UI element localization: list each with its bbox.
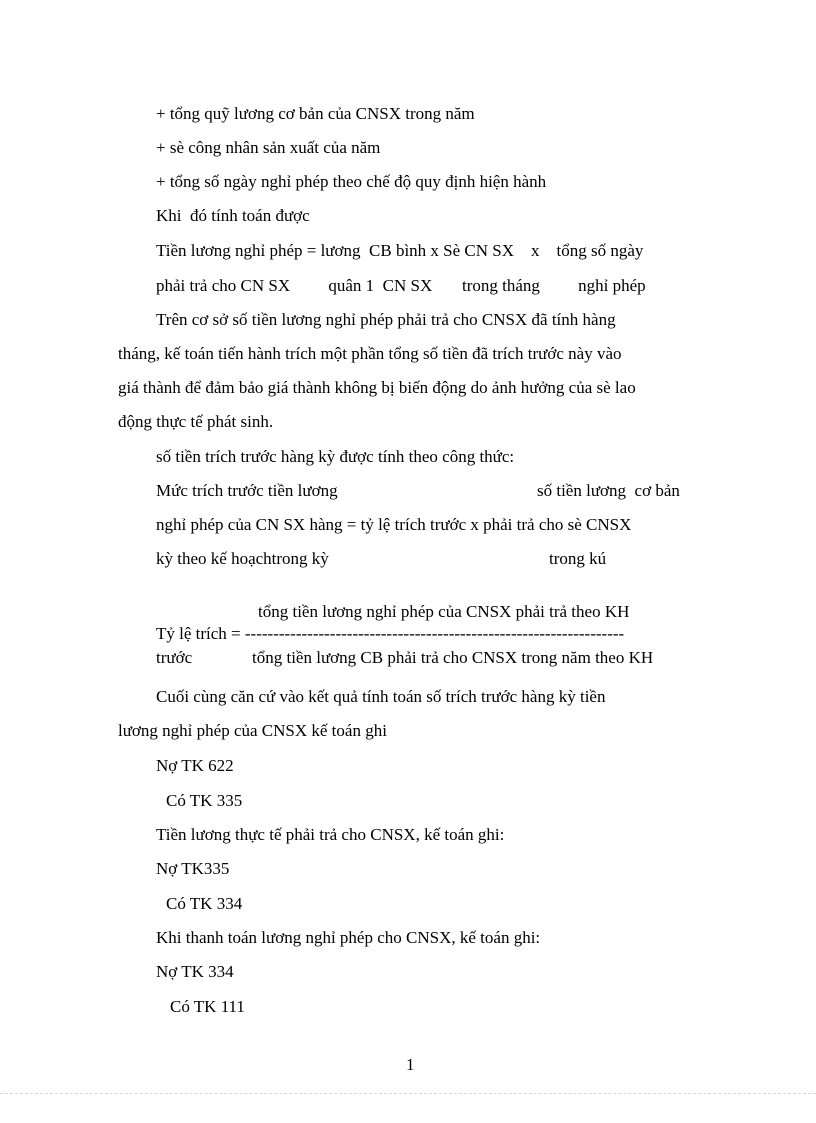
formula-line: kỳ theo kế hoạchtrong kỳ — [156, 549, 329, 568]
text-line: + sè công nhân sản xuất của năm — [156, 138, 381, 157]
paragraph-line: giá thành để đảm bảo giá thành không bị biến động do ảnh hưởng của sè lao — [118, 378, 636, 397]
page-number: 1 — [406, 1055, 415, 1074]
text-line: Tiền lương thực tế phải trả cho CNSX, kế toán ghi: — [156, 825, 505, 844]
journal-debit: Nợ TK 334 — [156, 962, 234, 981]
paragraph-line: Trên cơ sở số tiền lương nghỉ phép phải trả cho CNSX đã tính hàng — [156, 310, 616, 329]
paragraph-line: động thực tế phát sinh. — [118, 412, 274, 431]
formula-line: số tiền lương cơ bản — [537, 481, 680, 500]
formula-line: Mức trích trước tiền lương — [156, 481, 338, 500]
paragraph-line: tháng, kế toán tiến hành trích một phần tổng số tiền đã trích trước này vào — [118, 344, 622, 363]
formula-line: trong kú — [549, 549, 607, 568]
journal-credit: Có TK 111 — [170, 997, 245, 1016]
formula-line: phải trả cho CN SX quân 1 CN SX trong tháng nghỉ phép — [156, 276, 646, 295]
journal-credit: Có TK 335 — [166, 791, 243, 810]
fraction-line: Tỷ lệ trích = ------------------------------------------------------------------- — [156, 624, 625, 643]
text-line: số tiền trích trước hàng kỳ được tính theo công thức: — [156, 447, 515, 466]
fraction-numerator: tổng tiền lương nghỉ phép của CNSX phải trả theo KH — [258, 602, 630, 621]
paragraph-line: lương nghỉ phép của CNSX kế toán ghi — [118, 721, 387, 740]
text-line: Khi đó tính toán được — [156, 206, 310, 225]
formula-line: nghỉ phép của CN SX hàng = tỷ lệ trích trước x phải trả cho sè CNSX — [156, 515, 632, 534]
formula-line: Tiền lương nghỉ phép = lương CB bình x Sè CN SX x tổng số ngày — [156, 241, 644, 260]
journal-credit: Có TK 334 — [166, 894, 243, 913]
paragraph-line: Cuối cùng căn cứ vào kết quả tính toán số trích trước hàng kỳ tiền — [156, 687, 606, 706]
page-divider — [0, 1093, 816, 1094]
fraction-denominator: tổng tiền lương CB phải trả cho CNSX trong năm theo KH — [252, 648, 654, 667]
text-line: + tổng số ngày nghỉ phép theo chế độ quy định hiện hành — [156, 172, 547, 191]
text-line: + tổng quỹ lương cơ bản của CNSX trong năm — [156, 104, 475, 123]
text-line: Khi thanh toán lương nghỉ phép cho CNSX, kế toán ghi: — [156, 928, 541, 947]
journal-debit: Nợ TK335 — [156, 859, 230, 878]
fraction-label: trước — [156, 648, 193, 667]
journal-debit: Nợ TK 622 — [156, 756, 234, 775]
